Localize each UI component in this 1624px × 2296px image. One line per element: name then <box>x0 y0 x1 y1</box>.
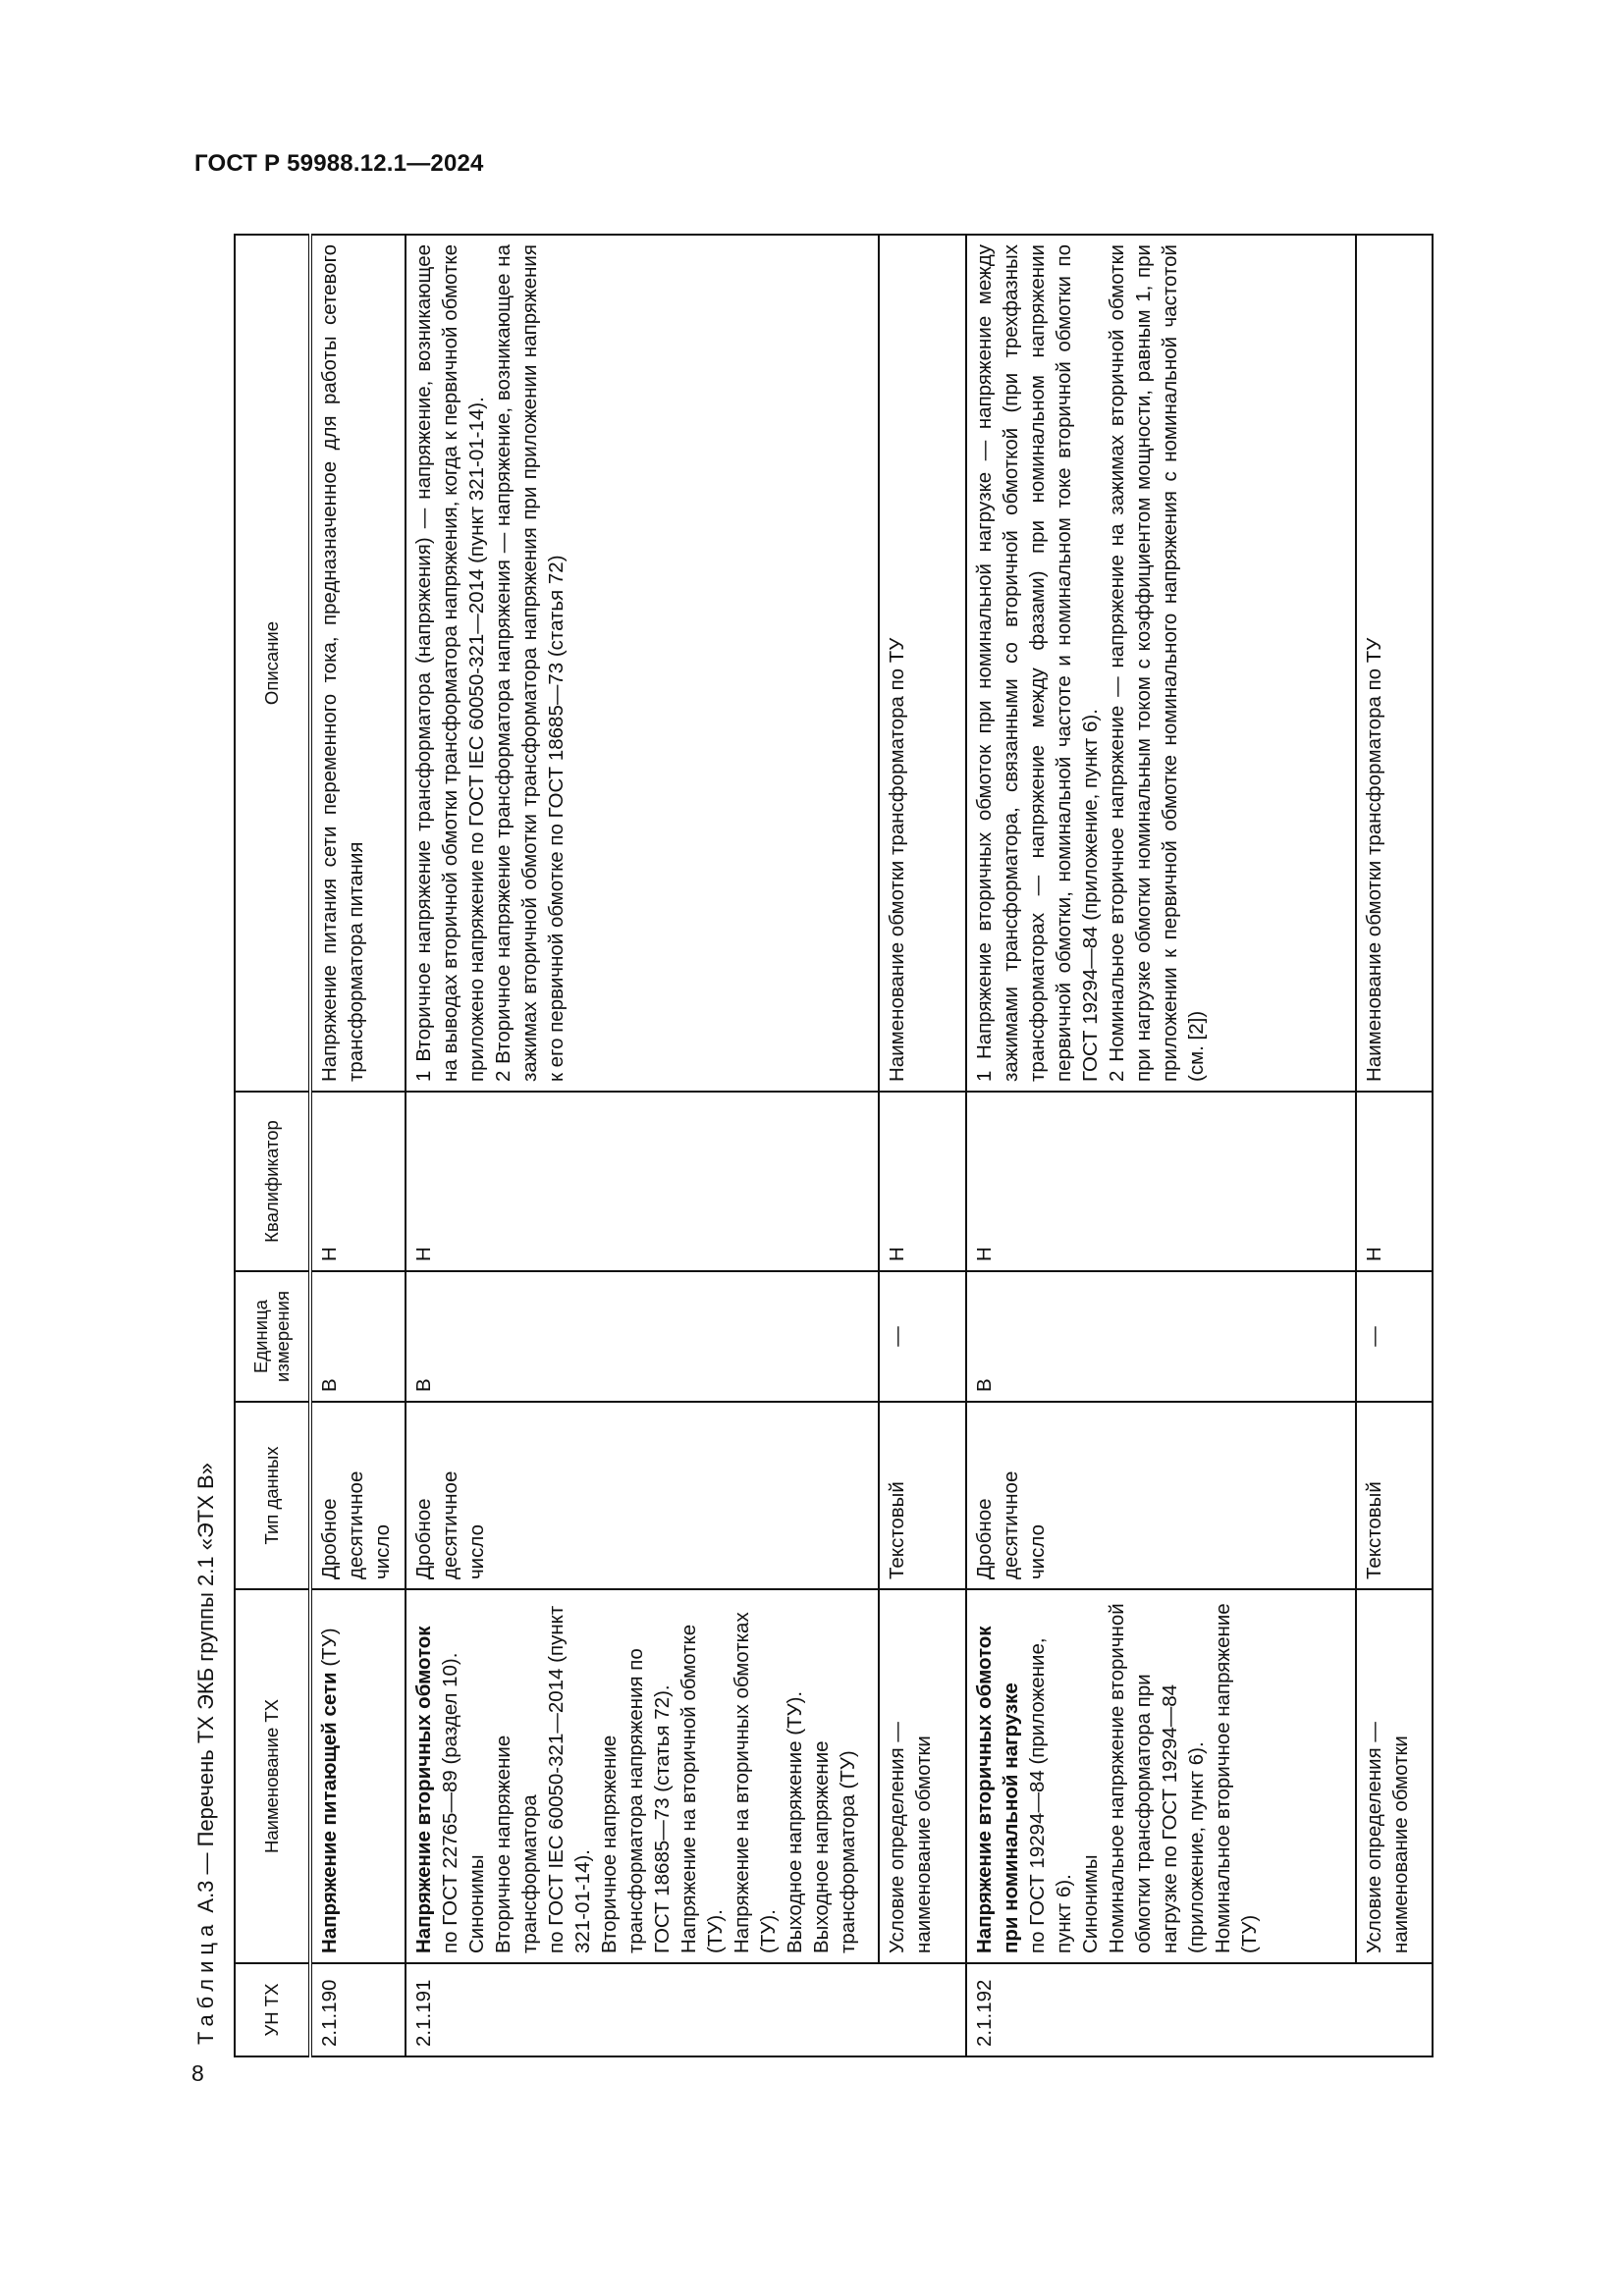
subrow-qualifier: Н <box>879 1092 965 1271</box>
row-description <box>966 235 1356 1092</box>
row-unit: В <box>966 1271 1356 1402</box>
row-name-line: Напряжение на вторичных обмотках (ТУ). <box>730 1612 780 1953</box>
row-name-line: по ГОСТ IEC 60050-321—2014 (пункт 321-01-14). <box>544 1605 594 1953</box>
row-description-line: 2 Номинальное вторичное напряжение — напряжение на зажимах вторичной обмотки при нагрузке обмотки номинальным током с коэффициентом мощности, равным 1, при приложении к первичной обмотке номинального напряжения с номинальной частотой (см. [2]) <box>1105 244 1208 1082</box>
table-subrow <box>1356 235 1433 2056</box>
table-row <box>966 235 1356 2056</box>
col-header-qualifier: Квалификатор <box>235 1092 310 1271</box>
row-name <box>406 1589 879 1963</box>
row-name-line: Выходное напряжение трансформатора (ТУ) <box>809 1740 859 1953</box>
table-row <box>406 235 879 2056</box>
page-number: 8 <box>191 2060 204 2086</box>
row-name-line: Синонимы <box>1078 1854 1102 1953</box>
row-id: 2.1.192 <box>966 1963 1433 2056</box>
row-qualifier: Н <box>406 1092 879 1271</box>
row-name-line: Выходное напряжение (ТУ). <box>783 1690 806 1953</box>
row-type: Дробное десятичное число <box>310 1402 406 1589</box>
subrow-description: Наименование обмотки трансформатора по ТУ <box>879 235 965 1092</box>
subrow-type: Текстовый <box>879 1402 965 1589</box>
row-id: 2.1.190 <box>310 1963 406 2056</box>
row-description <box>406 235 879 1092</box>
col-header-name: Наименование ТХ <box>235 1589 310 1963</box>
table-row <box>310 235 406 2056</box>
row-id: 2.1.191 <box>406 1963 966 2056</box>
row-name-bold: Напряжение вторичных обмоток <box>411 1626 435 1953</box>
row-description-line: 1 Вторичное напряжение трансформатора (напряжения) — напряжение, возникающее на выводах вторичной обмотки трансформатора напряжения, когда к первичной обмотке приложено напряжение по ГОСТ IEC 60050-321—2014 (пункт 321-01-14). <box>411 244 488 1082</box>
table-header-row <box>235 235 310 2056</box>
subrow-description: Наименование обмотки трансформатора по ТУ <box>1356 235 1433 1092</box>
row-name-line: Номинальное напряжение вторичной обмотки трансформатора при нагрузке по ГОСТ 19294—84 (приложение, пункт 6). <box>1105 1603 1208 1953</box>
caption-prefix: Таблица <box>193 1918 218 2045</box>
subrow-type: Текстовый <box>1356 1402 1433 1589</box>
row-name-line: Синонимы <box>464 1854 488 1953</box>
row-qualifier: Н <box>310 1092 406 1271</box>
row-unit: В <box>406 1271 879 1402</box>
caption-text: А.3 — Перечень ТХ ЭКБ группы 2.1 «ЭТХ В» <box>193 1463 218 1913</box>
row-name-line: Номинальное вторичное напряжение (ТУ) <box>1211 1603 1261 1953</box>
subrow-unit: — <box>1356 1271 1433 1402</box>
subrow-name: Условие определения —наименование обмотки <box>1356 1589 1433 1963</box>
row-description-line: 1 Напряжение вторичных обмоток при номинальной нагрузке — напряжение между зажимами трансформатора, связанными со вторичной обмоткой (при трехфазных трансформаторах — напряжение между фазами) при номинальном напряжении первичной обмотки, номинальной частоте и номинальном токе вторичной обмотки по ГОСТ 19294—84 (приложение, пункт 6). <box>972 244 1102 1082</box>
characteristics-table <box>234 234 1434 2057</box>
row-name-line: по ГОСТ 19294—84 (приложение, пункт 6). <box>1025 1637 1075 1953</box>
row-name <box>310 1589 406 1963</box>
row-name-line: Вторичное напряжение трансформатора напряжения по ГОСТ 18685—73 (статья 72). <box>597 1648 674 1953</box>
row-qualifier: Н <box>966 1092 1356 1271</box>
row-description: Напряжение питания сети переменного тока, предназначенное для работы сетевого трансформатора питания <box>310 235 406 1092</box>
row-unit: В <box>310 1271 406 1402</box>
col-header-unit: Единица измерения <box>235 1271 310 1402</box>
row-type: Дробное десятичное число <box>406 1402 879 1589</box>
rotated-table-container <box>234 236 1434 2057</box>
col-header-type: Тип данных <box>235 1402 310 1589</box>
subrow-unit: — <box>879 1271 965 1402</box>
row-name-tail: (ТУ) <box>318 1628 342 1673</box>
row-name-line: Вторичное напряжение трансформатора <box>491 1735 541 1953</box>
row-name <box>966 1589 1356 1963</box>
row-name-bold: Напряжение вторичных обмоток при номинальной нагрузке <box>972 1626 1022 1953</box>
row-name-line: Напряжение на вторичной обмотке (ТУ). <box>677 1624 727 1953</box>
row-type: Дробное десятичное число <box>966 1402 1356 1589</box>
row-description-line: 2 Вторичное напряжение трансформатора напряжения — напряжение, возникающее на зажимах вторичной обмотки трансформатора напряжения при приложении напряжения к его первичной обмотке по ГОСТ 18685—73 (статья 72) <box>491 244 568 1082</box>
row-name-bold: Напряжение питающей сети <box>318 1672 342 1953</box>
subrow-name: Условие определения — наименование обмотки <box>879 1589 965 1963</box>
table-subrow <box>879 235 965 2056</box>
row-name-line: по ГОСТ 22765—89 (раздел 10). <box>438 1652 461 1953</box>
col-header-description: Описание <box>235 235 310 1092</box>
subrow-qualifier: Н <box>1356 1092 1433 1271</box>
col-header-id: УН ТХ <box>235 1963 310 2056</box>
table-caption <box>193 1463 219 2045</box>
document-header: ГОСТ Р 59988.12.1—2024 <box>194 150 484 177</box>
